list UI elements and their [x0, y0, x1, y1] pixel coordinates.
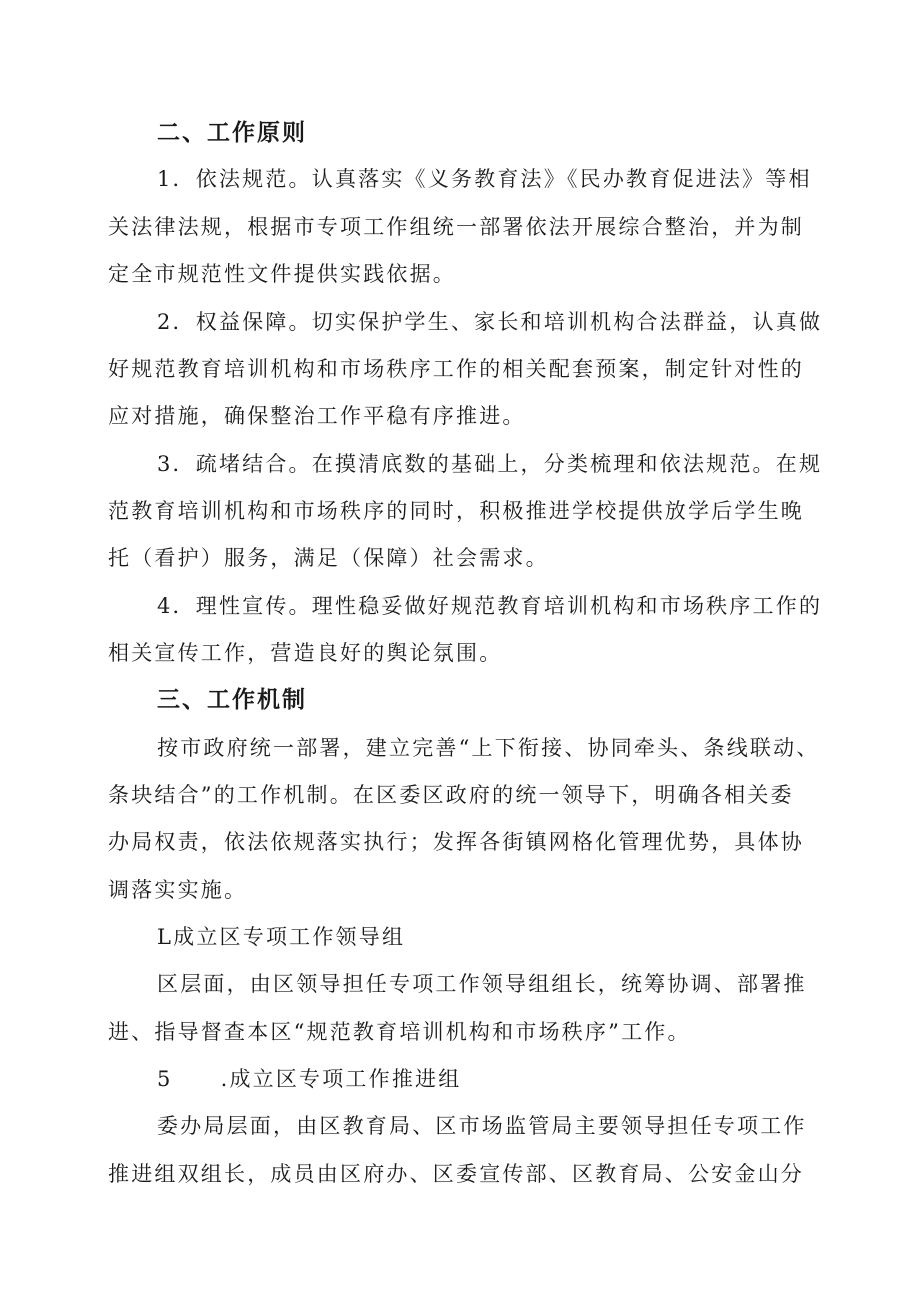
paragraph-line: 区层面，由区领导担任专项工作领导组组长，统筹协调、部署推 — [157, 972, 807, 996]
paragraph-line: 按市政府统一部署，建立完善“上下衔接、协同牵头、条线联动、 — [157, 736, 820, 760]
paragraph-line: 1．依法规范。认真落实《义务教育法》《民办教育促进法》等相 — [157, 167, 812, 191]
paragraph-line: 关法律法规，根据市专项工作组统一部署依法开展综合整治，并为制 — [108, 215, 804, 239]
paragraph-line: 调落实实施。 — [108, 878, 248, 902]
paragraph-line: 好规范教育培训机构和市场秩序工作的相关配套预案，制定针对性的 — [108, 357, 804, 381]
paragraph-line: 委办局层面，由区教育局、区市场监管局主要领导担任专项工作 — [157, 1114, 807, 1138]
paragraph-line: 相关宣传工作，营造良好的舆论氛围。 — [108, 641, 503, 665]
subheading-line — [157, 1064, 820, 1094]
item-text: .成立区专项工作推进组 — [220, 1067, 462, 1091]
paragraph-line: 办局权责，依法依规落实执行；发挥各街镇网格化管理优势，具体协 — [108, 830, 804, 854]
item-number: 5 — [157, 1067, 173, 1091]
paragraph-line: 推进组双组长，成员由区府办、区委宣传部、区教育局、公安金山分 — [108, 1162, 804, 1186]
paragraph-line: 范教育培训机构和市场秩序的同时，积极推进学校提供放学后学生晚 — [108, 499, 804, 523]
paragraph-line: 托（看护）服务，满足（保障）社会需求。 — [108, 546, 549, 570]
paragraph-line: 3．疏堵结合。在摸清底数的基础上，分类梳理和依法规范。在规 — [157, 452, 823, 476]
section-heading-mechanism: 三、工作机制 — [157, 687, 307, 713]
paragraph-line: 4．理性宣传。理性稳妥做好规范教育培训机构和市场秩序工作的 — [157, 594, 823, 618]
section-heading-principles: 二、工作原则 — [157, 120, 307, 146]
paragraph-line: 2．权益保障。切实保护学生、家长和培训机构合法群益，认真做 — [157, 310, 823, 334]
paragraph-line: 条块结合”的工作机制。在区委区政府的统一领导下，明确各相关委 — [108, 783, 794, 807]
paragraph-line: 应对措施，确保整治工作平稳有序推进。 — [108, 404, 526, 428]
paragraph-line: 进、指导督查本区“规范教育培训机构和市场秩序”工作。 — [108, 1020, 691, 1044]
paragraph-line: 定全市规范性文件提供实践依据。 — [108, 262, 456, 286]
subheading-line: L成立区专项工作领导组 — [157, 925, 406, 949]
